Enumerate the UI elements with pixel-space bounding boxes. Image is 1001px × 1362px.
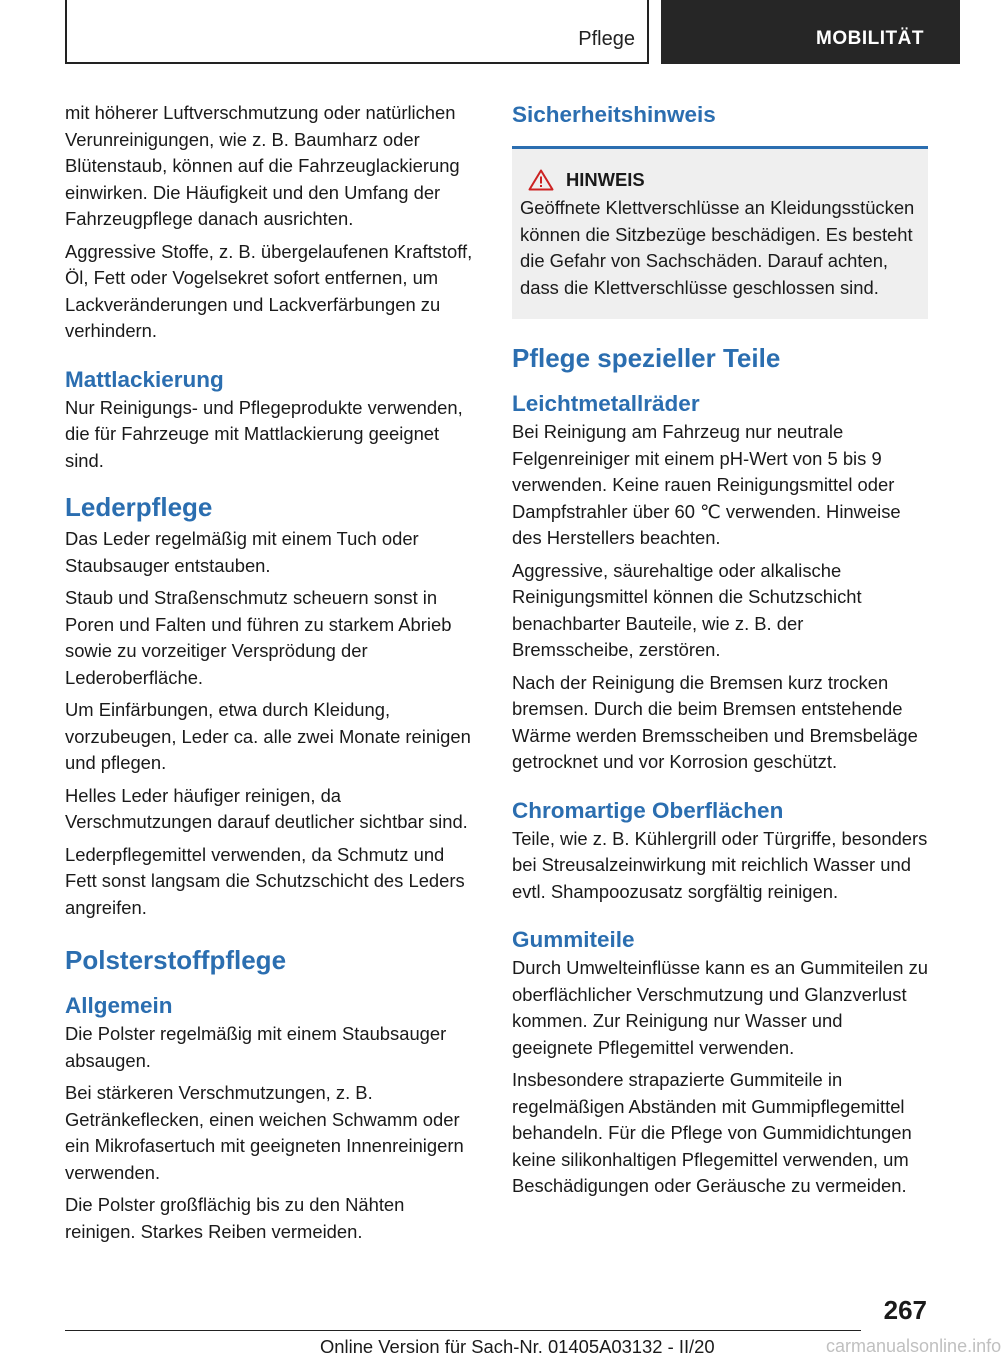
paragraph: Um Einfärbungen, etwa durch Kleidung, vorzubeugen, Leder ca. alle zwei Monate reinigen und pflegen.	[65, 699, 471, 773]
paragraph: Helles Leder häufiger reinigen, da Verschmutzungen darauf deutlicher sichtbar sind.	[65, 784, 468, 832]
paragraph: Das Leder regelmäßig mit einem Tuch oder Staubsauger entstauben.	[65, 528, 419, 576]
left-column	[65, 100, 480, 1251]
footer-note: Online Version für Sach-Nr. 01405A03132 - II/20	[320, 1336, 715, 1357]
paragraph: Aggressive, säurehaltige oder alkalische Reinigungsmittel können die Schutzschicht benachbarter Bauteile, wie z. B. der Bremsscheibe, zerstören.	[512, 559, 862, 660]
paragraph: Lederpflegemittel verwenden, da Schmutz und Fett sonst langsam die Schutzschicht des Leders angreifen.	[65, 843, 465, 918]
subheading-gummiteile: Gummiteile	[512, 927, 635, 952]
page-number: 267	[883, 1295, 927, 1325]
section-title: Pflege	[578, 28, 635, 50]
notice-title: HINWEIS	[566, 169, 645, 190]
notice-box	[512, 146, 928, 319]
notice-header	[520, 169, 920, 191]
paragraph: Staub und Straßenschmutz scheuern sonst in Poren und Falten und führen zu starkem Abrieb sowie zu vorzeitiger Versprödung der Lederoberfläche.	[65, 587, 452, 688]
paragraph: Nur Reinigungs- und Pflegeprodukte verwenden, die für Fahrzeuge mit Mattlackierung geeignet sind.	[65, 396, 463, 471]
chapter-tab: MOBILITÄT	[661, 0, 960, 64]
heading-polsterstoffpflege: Polsterstoffpflege	[65, 945, 287, 975]
paragraph: Aggressive Stoffe, z. B. übergelaufenen Kraftstoff, Öl, Fett oder Vogelsekret sofort entfernen, um Lackveränderungen und Lackverfärbungen zu verhindern.	[65, 240, 473, 341]
paragraph: Insbesondere strapazierte Gummiteile in regelmäßigen Abständen mit Gummipflegemittel behandeln. Für die Pflege von Gummidichtungen keine silikonhaltigen Pflegemittel verwenden, um Beschädigungen oder Geräusche zu vermeiden.	[512, 1069, 912, 1196]
header-section-box	[65, 0, 649, 64]
watermark: carmanualsonline.info	[826, 1336, 1001, 1356]
paragraph: Bei Reinigung am Fahrzeug nur neutrale Felgenreiniger mit einem pH-Wert von 5 bis 9 verwenden. Keine rauen Reinigungsmittel oder Dampfstrahler über 60 ℃ verwenden. Hinweise des Herstellers beachten.	[512, 421, 901, 548]
right-column	[512, 100, 928, 1206]
warning-triangle-icon	[528, 169, 554, 191]
paragraph: Die Polster regelmäßig mit einem Staubsauger absaugen.	[65, 1023, 447, 1071]
paragraph: Die Polster großflächig bis zu den Nähten reinigen. Starkes Reiben vermeiden.	[65, 1194, 405, 1242]
subheading-chromartige-oberflaechen: Chromartige Oberflächen	[512, 797, 784, 823]
subheading-leichtmetallraeder: Leichtmetallräder	[512, 391, 700, 416]
paragraph: Bei stärkeren Verschmutzungen, z. B. Getränkeflecken, einen weichen Schwamm oder ein Mikrofasertuch mit geeigneten Innenreinigern verwenden.	[65, 1082, 464, 1183]
paragraph: mit höherer Luftverschmutzung oder natürlichen Verunreinigungen, wie z. B. Baumharz oder Blütenstaub, können auf die Fahrzeuglackierung einwirken. Die Häufigkeit und den Umfang der Fahrzeugpflege danach ausrichten.	[65, 102, 460, 229]
subheading-sicherheitshinweis: Sicherheitshinweis	[512, 102, 716, 127]
heading-lederpflege: Lederpflege	[65, 492, 213, 522]
paragraph: Teile, wie z. B. Kühlergrill oder Türgriffe, besonders bei Streusalzeinwirkung mit reichlich Wasser und evtl. Shampoozusatz sorgfältig reinigen.	[512, 827, 928, 902]
footer-divider	[65, 1330, 861, 1331]
subheading-mattlackierung: Mattlackierung	[65, 366, 224, 392]
heading-pflege-spezieller-teile: Pflege spezieller Teile	[512, 343, 781, 373]
paragraph: Nach der Reinigung die Bremsen kurz trocken bremsen. Durch die beim Bremsen entstehende Wärme werden Bremsscheiben und Bremsbeläge getrocknet und vor Korrosion geschützt.	[512, 671, 918, 772]
notice-text: Geöffnete Klettverschlüsse an Kleidungsstücken können die Sitzbezüge beschädigen. Es besteht die Gefahr von Sachschäden. Darauf achten, dass die Klettverschlüsse geschlossen sind.	[520, 197, 915, 298]
subheading-allgemein: Allgemein	[65, 993, 173, 1018]
paragraph: Durch Umwelteinflüsse kann es an Gummiteilen zu oberflächlicher Verschmutzung und Glanzverlust kommen. Zur Reinigung nur Wasser und geeignete Pflegemittel verwenden.	[512, 957, 929, 1058]
